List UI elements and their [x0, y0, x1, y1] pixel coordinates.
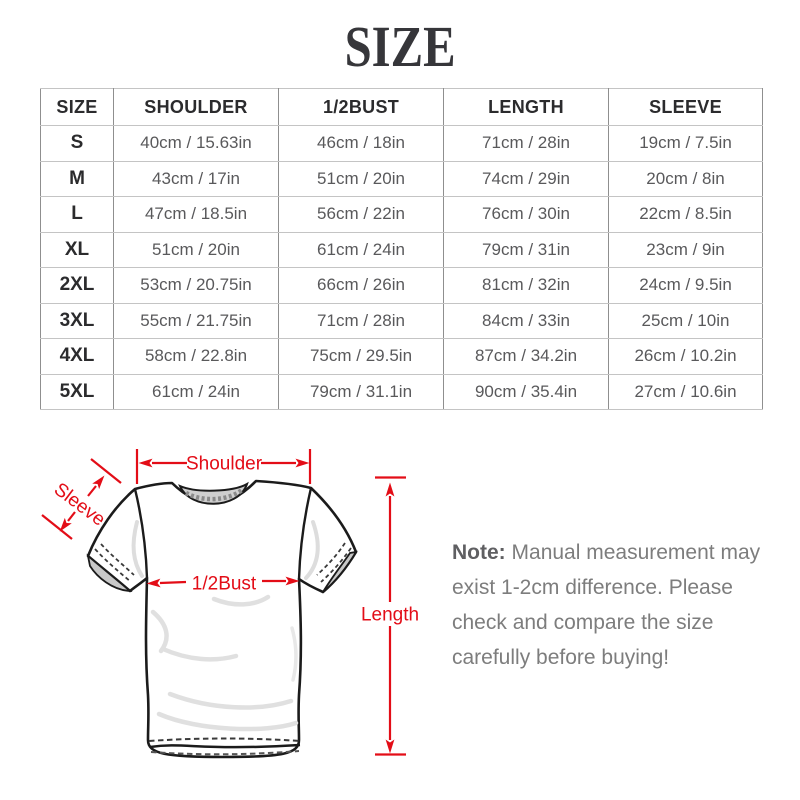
page-title-text: SIZE	[344, 14, 456, 79]
cell-length: 79cm / 31in	[444, 232, 609, 268]
col-header-shoulder: SHOULDER	[114, 89, 279, 126]
table-row	[41, 126, 763, 162]
cell-length: 71cm / 28in	[444, 126, 609, 162]
cell-bust: 71cm / 28in	[279, 303, 444, 339]
cell-size: XL	[41, 232, 114, 268]
cell-size: 2XL	[41, 268, 114, 304]
tshirt-illustration	[88, 481, 356, 757]
shoulder-measure-label: Shoulder	[185, 453, 263, 475]
col-header-size: SIZE	[41, 89, 114, 126]
cell-shoulder: 51cm / 20in	[114, 232, 279, 268]
cell-length: 76cm / 30in	[444, 197, 609, 233]
table-row	[41, 197, 763, 233]
cell-shoulder: 40cm / 15.63in	[114, 126, 279, 162]
note-line-3: check and compare the size	[452, 611, 714, 634]
cell-shoulder: 58cm / 22.8in	[114, 339, 279, 375]
col-header-length: LENGTH	[444, 89, 609, 126]
sleeve-measure-label: Sleeve	[49, 478, 109, 531]
table-header-row	[41, 89, 763, 126]
cell-shoulder: 55cm / 21.75in	[114, 303, 279, 339]
cell-length: 81cm / 32in	[444, 268, 609, 304]
note-line-1: Manual measurement may	[511, 541, 761, 564]
table-row	[41, 161, 763, 197]
tshirt-measurement-diagram	[0, 430, 470, 770]
length-measure-label: Length	[360, 604, 420, 626]
note-line-4: carefully before buying!	[452, 646, 670, 669]
col-header-sleeve: SLEEVE	[609, 89, 763, 126]
cell-shoulder: 53cm / 20.75in	[114, 268, 279, 304]
table-row	[41, 374, 763, 410]
cell-bust: 75cm / 29.5in	[279, 339, 444, 375]
cell-size: M	[41, 161, 114, 197]
cell-size: S	[41, 126, 114, 162]
measurement-note	[452, 535, 768, 675]
cell-length: 84cm / 33in	[444, 303, 609, 339]
table-row	[41, 339, 763, 375]
cell-shoulder: 47cm / 18.5in	[114, 197, 279, 233]
cell-bust: 56cm / 22in	[279, 197, 444, 233]
page-title	[0, 14, 800, 79]
note-line-2: exist 1-2cm difference. Please	[452, 576, 733, 599]
cell-sleeve: 24cm / 9.5in	[609, 268, 763, 304]
cell-size: L	[41, 197, 114, 233]
sleeve-tick-lower	[42, 515, 72, 539]
cell-bust: 66cm / 26in	[279, 268, 444, 304]
cell-bust: 46cm / 18in	[279, 126, 444, 162]
cell-size: 5XL	[41, 374, 114, 410]
cell-sleeve: 19cm / 7.5in	[609, 126, 763, 162]
table-row	[41, 268, 763, 304]
cell-shoulder: 61cm / 24in	[114, 374, 279, 410]
bust-arrow-left	[160, 582, 186, 583]
cell-bust: 61cm / 24in	[279, 232, 444, 268]
table-row	[41, 303, 763, 339]
cell-length: 90cm / 35.4in	[444, 374, 609, 410]
col-header-bust: 1/2BUST	[279, 89, 444, 126]
cell-size: 3XL	[41, 303, 114, 339]
cell-sleeve: 23cm / 9in	[609, 232, 763, 268]
cell-shoulder: 43cm / 17in	[114, 161, 279, 197]
note-label: Note:	[452, 541, 506, 564]
cell-sleeve: 22cm / 8.5in	[609, 197, 763, 233]
cell-length: 74cm / 29in	[444, 161, 609, 197]
cell-sleeve: 27cm / 10.6in	[609, 374, 763, 410]
cell-sleeve: 26cm / 10.2in	[609, 339, 763, 375]
cell-sleeve: 25cm / 10in	[609, 303, 763, 339]
cell-bust: 79cm / 31.1in	[279, 374, 444, 410]
bust-measure-label: 1/2Bust	[191, 573, 257, 595]
cell-size: 4XL	[41, 339, 114, 375]
size-table	[40, 88, 763, 410]
sleeve-tick-upper	[91, 459, 121, 483]
shirt-body	[88, 481, 356, 757]
sleeve-arrow-upper	[88, 486, 96, 496]
cell-length: 87cm / 34.2in	[444, 339, 609, 375]
table-row	[41, 232, 763, 268]
cell-sleeve: 20cm / 8in	[609, 161, 763, 197]
cell-bust: 51cm / 20in	[279, 161, 444, 197]
